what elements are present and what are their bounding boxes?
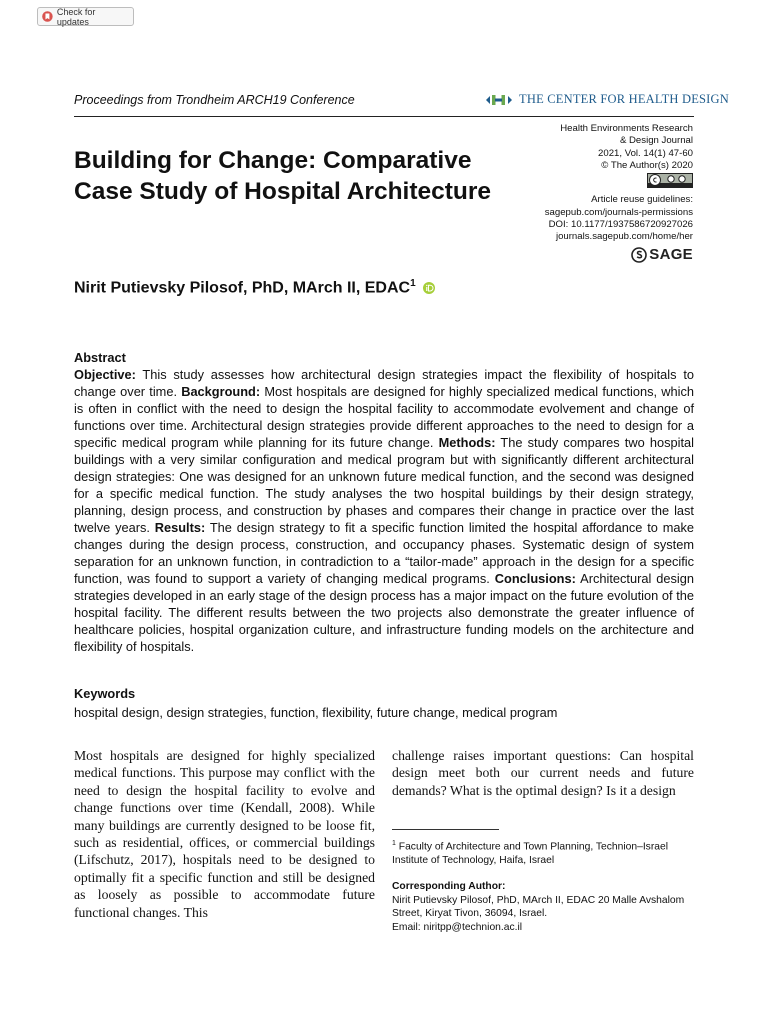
author-affiliation-mark: 1	[410, 278, 416, 289]
corresponding-author-address: Nirit Putievsky Pilosof, PhD, MArch II, EDAC 20 Malle Avshalom Street, Kiryat Tivon, 36094, Israel.	[392, 894, 685, 919]
corresponding-author-email[interactable]: Email: niritpp@technion.ac.il	[392, 921, 523, 933]
sage-logo-icon	[631, 247, 647, 263]
body-text-left-column: Most hospitals are designed for highly specialized medical functions. This purpose may conflict with the need to design the hospital facility to evolve and change functions over time (Kendall, 2008). While many buildings are currently designed to be loose fit, such as residential, offices, or commercial buildings (Lifschutz, 2017), hospitals need to be designed to optimally fit a specific function and still be designed as loosely as possible to accommodate future functional changes. This	[74, 748, 375, 920]
journal-volume: 2021, Vol. 14(1) 47-60	[598, 147, 693, 159]
affiliation-mark: 1	[392, 840, 396, 847]
objective-label: Objective:	[74, 367, 136, 382]
sage-logo-text: SAGE	[649, 245, 693, 263]
footnote-divider	[392, 829, 499, 830]
creative-commons-license-icon[interactable]	[647, 173, 693, 188]
check-for-updates-button[interactable]	[37, 7, 134, 26]
objective-text: This study assesses how architectural design strategies impact the flexibility of hospitals to change over time.	[74, 367, 694, 399]
results-text: The design strategy to fit a specific function limited the hospital affordance to make changes during the design process, construction, and occupancy phases. Systematic design of system separation for an unknown function, in contradiction to a “tailor-made” approach in the design for a specific function, was found to support a variety of changing medical programs.	[74, 520, 694, 586]
conference-label: Proceedings from Trondheim ARCH19 Conference	[74, 93, 355, 107]
publisher-name: THE CENTER FOR HEALTH DESIGN	[519, 92, 729, 106]
copyright: © The Author(s) 2020	[601, 159, 693, 171]
background-label: Background:	[181, 384, 261, 399]
keywords-list: hospital design, design strategies, function, flexibility, future change, medical program	[74, 705, 558, 720]
abstract-section	[74, 350, 694, 655]
conclusions-label: Conclusions:	[494, 571, 576, 586]
affiliation-text: Faculty of Architecture and Town Planning, Technion–Israel Institute of Technology, Haifa, Israel	[392, 841, 668, 866]
journal-name-line-1: Health Environments Research	[560, 123, 693, 134]
bookmark-icon	[42, 11, 53, 22]
conclusions-text: Architectural design strategies developed in an early stage of the design process has a major impact on the future evolution of the hospital facility. The different results between the two projects also demonstrate the greater influence of healthcare policies, hospital organization culture, and infrastructure funding models on the architecture and flexibility of hospitals.	[74, 571, 695, 654]
doi[interactable]: DOI: 10.1177/1937586720927026	[548, 219, 693, 231]
publisher-logo[interactable]	[485, 92, 729, 107]
article-title: Building for Change: Comparative Case Study of Hospital Architecture	[74, 147, 492, 205]
keywords-heading: Keywords	[74, 686, 136, 701]
orcid-icon[interactable]	[423, 282, 435, 294]
keywords-section	[74, 685, 694, 721]
reuse-link[interactable]: sagepub.com/journals-permissions	[544, 206, 693, 218]
methods-text: The study compares two hospital buildings with a very similar configuration and medical program but with significantly different architectural design strategies: One was designed for an unknown future medical function, and the second was designed for a specific medical function. The study analyses the two hospital buildings by their design strategy, planning, design process, and construction by phases and compares their change in practice over the last twelve years.	[74, 435, 694, 535]
health-design-logo-icon	[485, 93, 513, 107]
methods-label: Methods:	[438, 435, 496, 450]
body-text-right-column: challenge raises important questions: Can hospital design meet both our current needs and future demands? What is the optimal design? Is it a design	[392, 748, 694, 798]
affiliation-footnote	[392, 837, 694, 867]
abstract-heading: Abstract	[74, 350, 126, 365]
reuse-guidelines-label: Article reuse guidelines:	[591, 194, 693, 206]
abstract-text	[74, 366, 694, 655]
check-for-updates-label: Check for updates	[56, 6, 96, 27]
author-name: Nirit Putievsky Pilosof, PhD, MArch II, EDAC	[74, 279, 411, 297]
journal-info	[473, 123, 693, 263]
journal-name-line-2: & Design Journal	[619, 135, 693, 147]
results-label: Results:	[154, 520, 206, 535]
journal-link[interactable]: journals.sagepub.com/home/her	[555, 231, 693, 243]
sage-logo	[473, 247, 693, 263]
header-divider	[74, 116, 694, 117]
author-line	[74, 278, 435, 297]
corresponding-author-heading: Corresponding Author:	[392, 881, 506, 892]
corresponding-author	[392, 880, 694, 934]
background-text: Most hospitals are designed for highly specialized medical functions, which is often in conflict with the need to design the hospital facility to accommodate evolvement and change of functions over time. Architectural design strategies provide different approaches to the need to design for a specific medical program while planning for its future change.	[74, 384, 695, 450]
